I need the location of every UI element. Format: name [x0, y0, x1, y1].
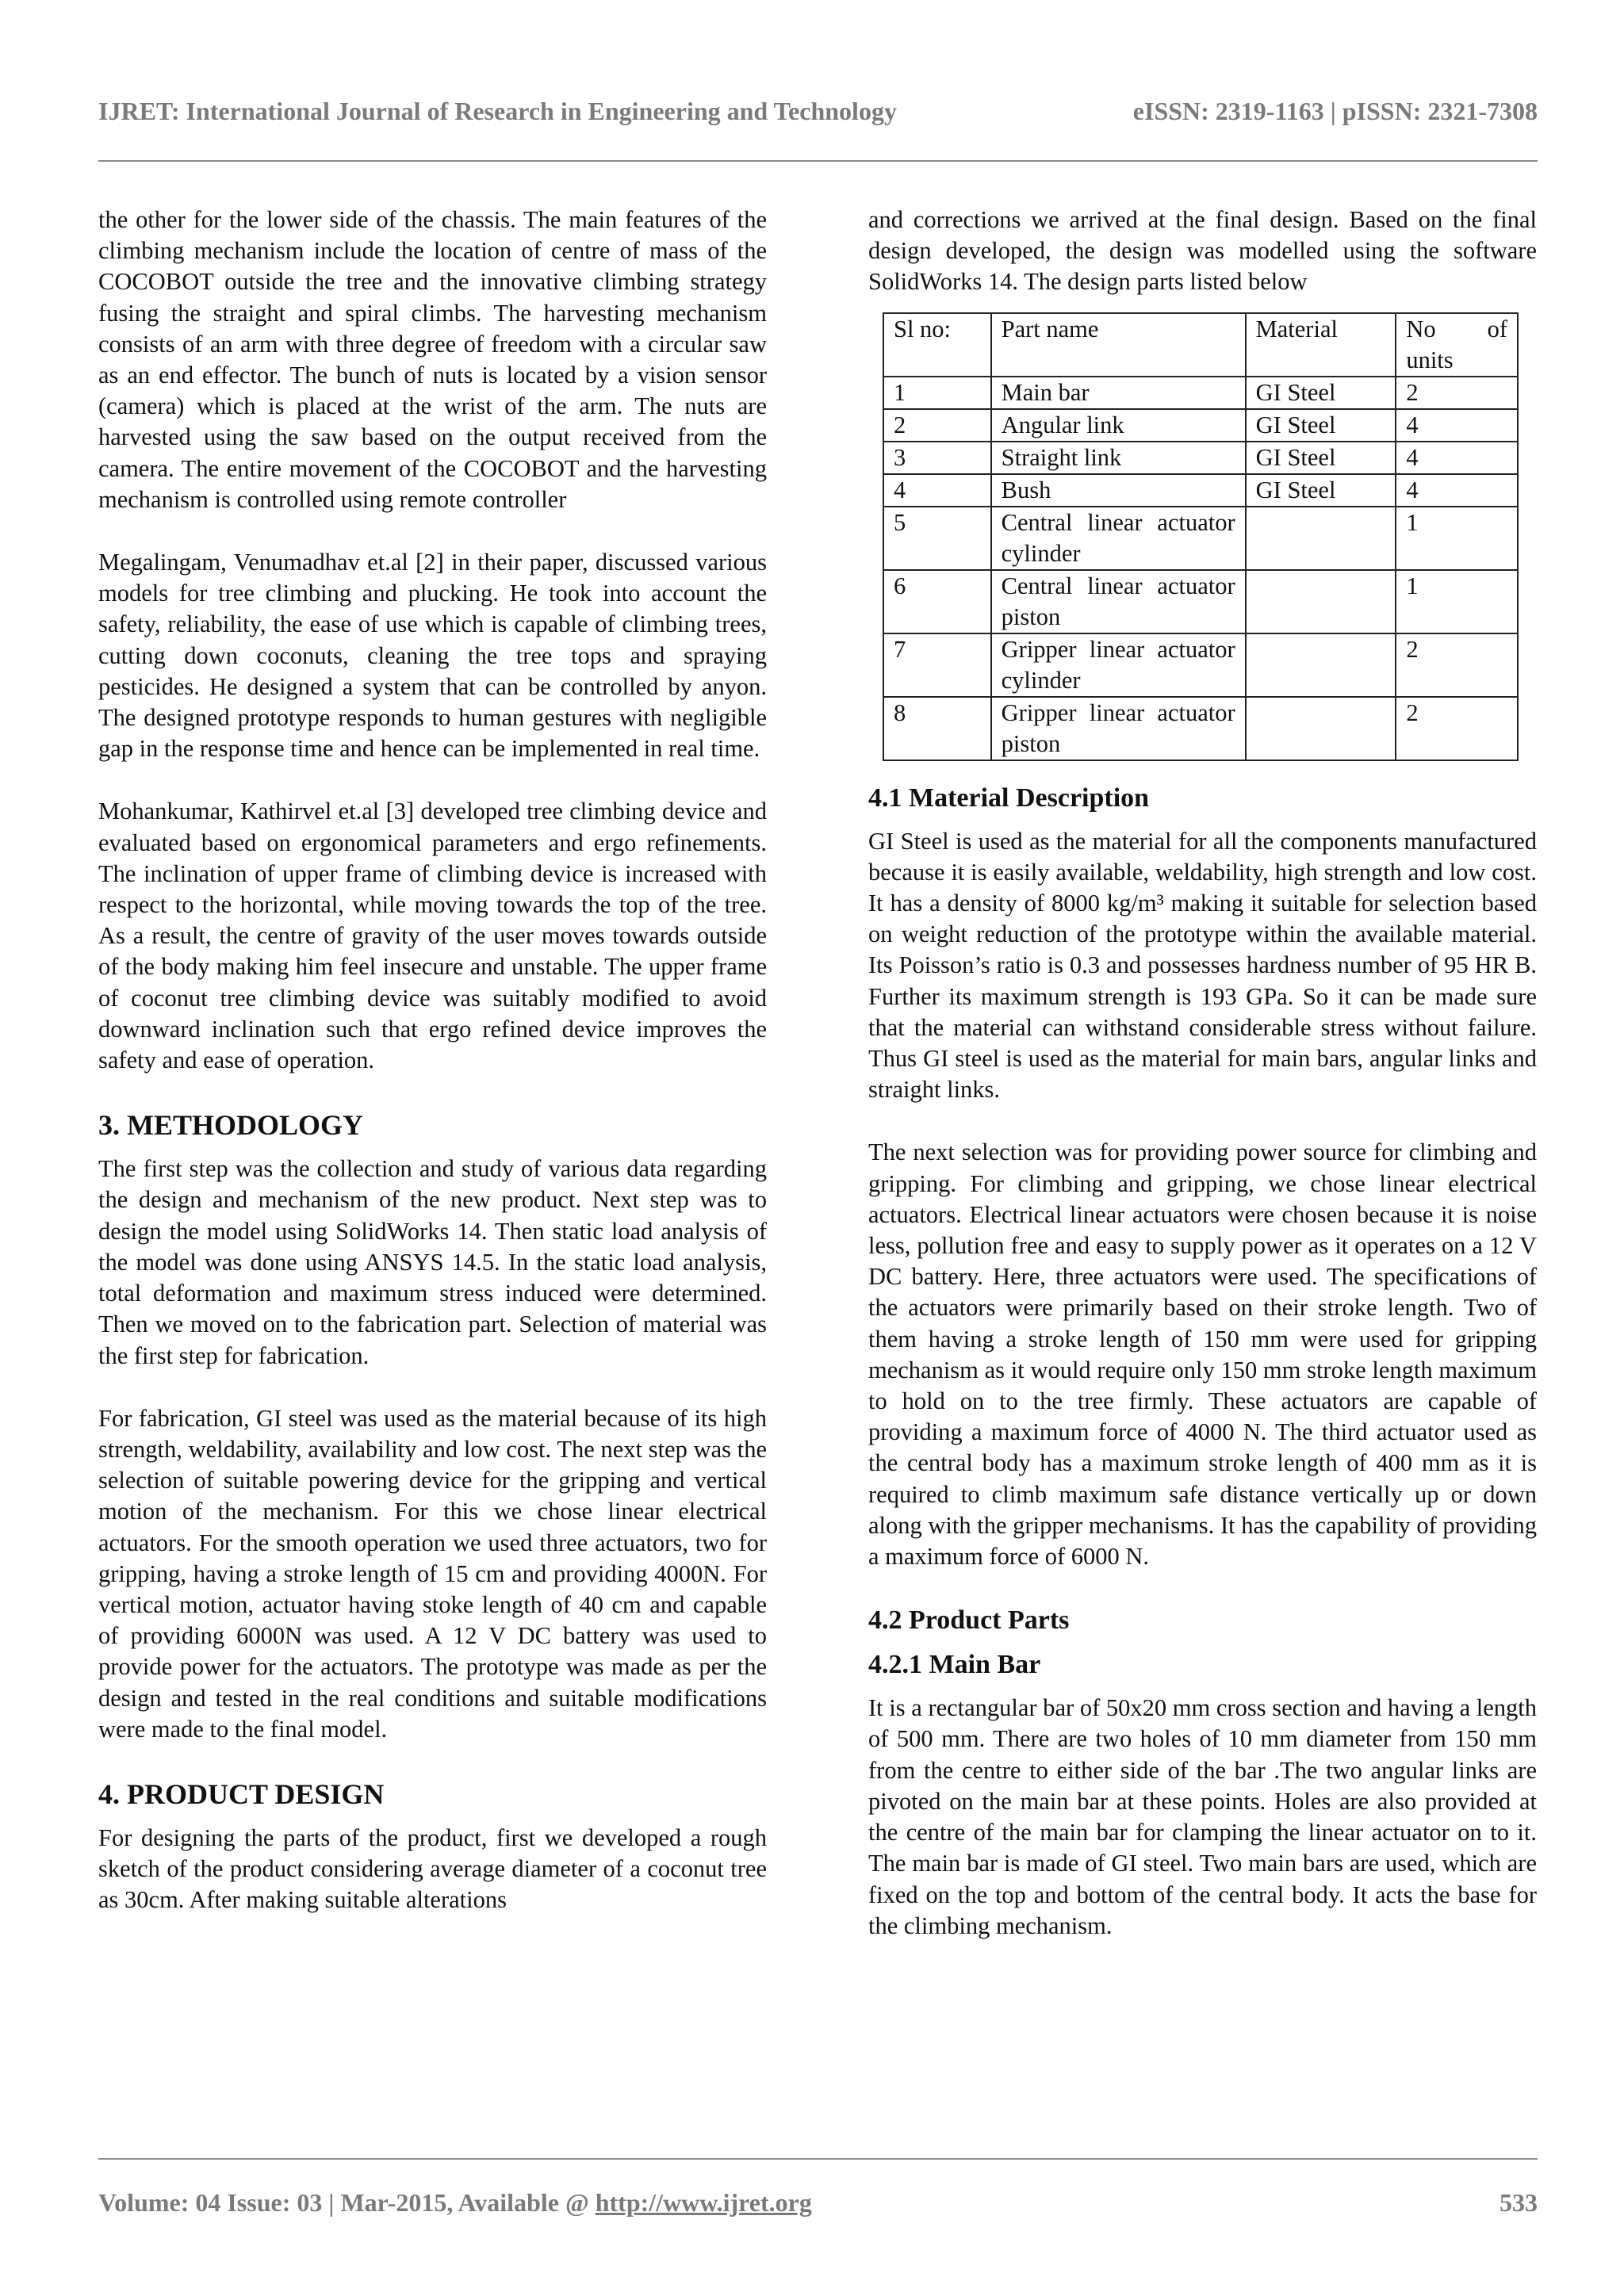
issn: eISSN: 2319-1163 | pISSN: 2321-7308	[1132, 97, 1538, 125]
paragraph: GI Steel is used as the material for all the components manufactured because it is easily available, weldability, high strength and low cost. It has a density of 8000 kg/m³ making it suitable for selection based on weight reduction of the prototype within the available material. Its Poisson’s ratio is 0.3 and possesses hardness number of 95 HR B. Further its maximum strength is 193 GPa. So it can be made sure that the material can withstand considerable stress without failure. Thus GI steel is used as the material for main bars, angular links and straight links.	[868, 827, 1537, 1104]
table-cell: 4	[883, 474, 991, 507]
table-cell	[1246, 507, 1396, 570]
table-cell: 3	[883, 442, 991, 474]
table-cell	[1246, 633, 1396, 697]
table-cell: 7	[883, 633, 991, 697]
table-cell: Gripper linear actuator piston	[991, 697, 1246, 760]
table-cell	[1246, 697, 1396, 760]
table-row	[883, 409, 1518, 442]
table-cell: 2	[883, 409, 991, 442]
table-cell: 8	[883, 697, 991, 760]
section-heading-product-design: 4. PRODUCT DESIGN	[98, 1777, 385, 1810]
table-cell: 2	[1396, 633, 1518, 697]
footer-volume	[98, 2188, 812, 2218]
parts-table	[883, 312, 1519, 761]
table-cell: GI Steel	[1246, 377, 1396, 409]
table-header-cell: Part name	[991, 313, 1246, 377]
table-cell: 1	[1396, 507, 1518, 570]
subsection-heading-material: 4.1 Material Description	[868, 783, 1150, 813]
table-cell: Straight link	[991, 442, 1246, 474]
paragraph: The first step was the collection and study of various data regarding the design and mechanism of the new product. Next step was to design the model using SolidWorks 14. Then static load analysis of the model was done using ANSYS 14.5. In the static load analysis, total deformation and maximum stress induced were determined. Then we moved on to the fabrication part. Selection of material was the first step for fabrication.	[98, 1155, 767, 1369]
table-cell: GI Steel	[1246, 442, 1396, 474]
paragraph: For designing the parts of the product, first we developed a rough sketch of the product considering average diameter of a coconut tree as 30cm. After making suitable alterations	[98, 1823, 767, 1914]
footer-rule	[98, 2158, 1538, 2160]
page-number: 533	[1500, 2188, 1538, 2217]
table-cell: GI Steel	[1246, 409, 1396, 442]
table-cell: Central linear actuator piston	[991, 570, 1246, 633]
table-row	[883, 570, 1518, 633]
table-cell: 4	[1396, 409, 1518, 442]
table-cell: GI Steel	[1246, 474, 1396, 507]
left-column	[98, 205, 767, 1948]
running-footer	[98, 2188, 1538, 2218]
right-column	[868, 205, 1537, 1973]
table-cell	[1246, 570, 1396, 633]
journal-title: IJRET: International Journal of Research in Engineering and Technology	[98, 97, 897, 125]
table-row	[883, 507, 1518, 570]
header-rule	[98, 160, 1538, 162]
table-cell: 5	[883, 507, 991, 570]
running-header	[98, 97, 1538, 126]
table-row	[883, 697, 1518, 760]
table-row	[883, 377, 1518, 409]
table-cell: 6	[883, 570, 991, 633]
table-row	[883, 442, 1518, 474]
table-cell: Gripper linear actuator cylinder	[991, 633, 1246, 697]
subsection-heading-main-bar: 4.2.1 Main Bar	[868, 1650, 1041, 1680]
table-cell: Central linear actuator cylinder	[991, 507, 1246, 570]
paragraph: It is a rectangular bar of 50x20 mm cross section and having a length of 500 mm. There are two holes of 10 mm diameter from 150 mm from the centre to either side of the bar .The two angular links are pivoted on the main bar at these points. Holes are also provided at the centre of the main bar for clamping the linear actuator on to it. The main bar is made of GI steel. Two main bars are used, which are fixed on the top and bottom of the central body. It acts the base for the climbing mechanism.	[868, 1694, 1537, 1939]
table-cell: 1	[883, 377, 991, 409]
paragraph: the other for the lower side of the chassis. The main features of the climbing mechanism include the location of centre of mass of the COCOBOT outside the tree and the innovative climbing strategy fusing the straight and spiral climbs. The harvesting mechanism consists of an arm with three degree of freedom with a circular saw as an end effector. The bunch of nuts is located by a vision sensor (camera) which is placed at the wrist of the arm. The nuts are harvested using the saw based on the output received from the camera. The entire movement of the COCOBOT and the harvesting mechanism is controlled using remote controller	[98, 206, 767, 513]
paragraph: and corrections we arrived at the final design. Based on the final design developed, the design was modelled using the software SolidWorks 14. The design parts listed below	[868, 206, 1537, 296]
paragraph: Mohankumar, Kathirvel et.al [3] developed tree climbing device and evaluated based on ergonomical parameters and ergo refinements. The inclination of upper frame of climbing device is increased with respect to the horizontal, while moving towards the top of the tree. As a result, the centre of gravity of the user moves towards outside of the body making him feel insecure and unstable. The upper frame of coconut tree climbing device was suitably modified to avoid downward inclination such that ergo refined device improves the safety and ease of operation.	[98, 798, 767, 1074]
table-cell: 2	[1396, 697, 1518, 760]
table-cell: 1	[1396, 570, 1518, 633]
subsection-heading-product-parts: 4.2 Product Parts	[868, 1605, 1070, 1636]
table-row	[883, 474, 1518, 507]
table-cell: 4	[1396, 442, 1518, 474]
table-cell: Angular link	[991, 409, 1246, 442]
table-cell: Bush	[991, 474, 1246, 507]
paragraph: Megalingam, Venumadhav et.al [2] in their paper, discussed various models for tree climbing and plucking. He took into account the safety, reliability, the ease of use which is capable of climbing trees, cutting down coconuts, cleaning the tree tops and spraying pesticides. He designed a system that can be controlled by anyon. The designed prototype responds to human gestures with negligible gap in the response time and hence can be implemented in real time.	[98, 549, 767, 763]
table-header-cell: Sl no:	[883, 313, 991, 377]
table-header-cell: Material	[1246, 313, 1396, 377]
journal-link[interactable]: http://www.ijret.org	[595, 2188, 812, 2217]
footer-volume-text: Volume: 04 Issue: 03 | Mar-2015, Available @	[98, 2188, 596, 2217]
table-header-row	[883, 313, 1518, 377]
table-cell: 4	[1396, 474, 1518, 507]
section-heading-methodology: 3. METHODOLOGY	[98, 1109, 364, 1142]
table-cell: 2	[1396, 377, 1518, 409]
paragraph: The next selection was for providing power source for climbing and gripping. For climbing and gripping, we chose linear electrical actuators. Electrical linear actuators were chosen because it is noise less, pollution free and easy to supply power as it operates on a 12 V DC battery. Here, three actuators were used. The specifications of the actuators were primarily based on their stroke length. Two of them having a stroke length of 150 mm were used for gripping mechanism as it would require only 150 mm stroke length maximum to hold on to the tree firmly. These actuators are capable of providing a maximum force of 4000 N. The third actuator used as the central body has a maximum stroke length of 400 mm as it is required to climb maximum safe distance vertically up or down along with the gripper mechanisms. It has the capability of providing a maximum force of 6000 N.	[868, 1138, 1537, 1571]
table-cell: Main bar	[991, 377, 1246, 409]
paragraph: For fabrication, GI steel was used as the material because of its high strength, weldability, availability and low cost. The next step was the selection of suitable powering device for the gripping and vertical motion of the mechanism. For this we chose linear electrical actuators. For the smooth operation we used three actuators, two for gripping, having a stroke length of 15 cm and providing 4000N. For vertical motion, actuator having stoke length of 40 cm and capable of providing 6000N was used. A 12 V DC battery was used to provide power for the actuators. The prototype was made as per the design and tested in the real conditions and suitable modifications were made to the final model.	[98, 1404, 767, 1743]
table-row	[883, 633, 1518, 697]
table-header-cell: No of units	[1396, 313, 1518, 377]
